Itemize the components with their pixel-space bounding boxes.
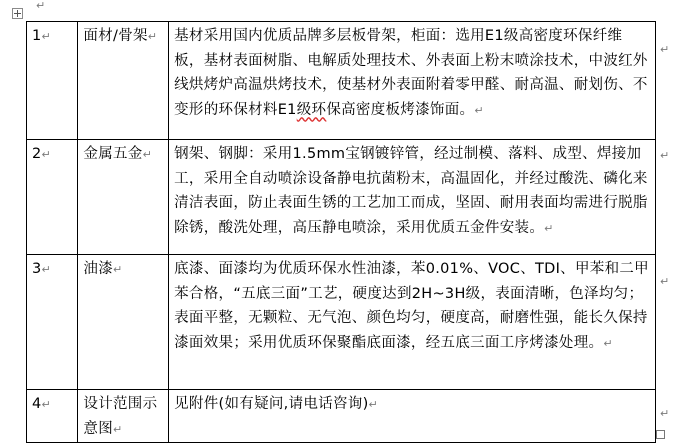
item-name: 设计范围示意图	[83, 396, 158, 437]
row-number: 1	[32, 28, 42, 44]
table-row	[27, 255, 656, 390]
cell-end-mark: ↵	[113, 263, 123, 276]
item-name: 金属五金	[83, 146, 143, 162]
cell-end-mark: ↵	[113, 422, 123, 436]
cell-end-mark: ↵	[41, 30, 52, 43]
item-name-cell[interactable]	[78, 140, 169, 255]
cell-end-mark: ↵	[474, 103, 484, 117]
cell-end-mark: ↵	[142, 148, 153, 161]
row-end-mark: ↵	[660, 149, 670, 162]
description-cell[interactable]	[169, 255, 656, 390]
spellcheck-flagged-text: 级环	[296, 101, 327, 118]
spec-table	[26, 21, 656, 443]
item-name-cell[interactable]	[78, 390, 169, 443]
item-name: 油漆	[83, 261, 114, 277]
cell-end-mark: ↵	[41, 148, 52, 161]
row-number: 4	[32, 396, 42, 412]
table-move-handle-icon[interactable]	[12, 8, 23, 19]
description-text: 保高密度板烤漆饰面。	[326, 101, 475, 118]
table-row	[27, 390, 656, 443]
description-text: 底漆、面漆均为优质环保水性油漆，苯0.01%、VOC、TDI、甲苯和二甲苯合格，“五底三面”工艺，硬度达到2H~3H级，表面清晰，色泽均匀；表面平整，无颗粒、无气泡、颜色均匀，硬度高，耐磨性强，能长久保持漆面效果；采用优质环保聚酯底面漆，经五底三面工序烤漆处理。	[174, 261, 649, 351]
cell-end-mark: ↵	[544, 221, 554, 235]
row-end-mark: ↵	[660, 43, 670, 56]
description-text: 见附件(如有疑问,请电话咨询)	[174, 396, 369, 412]
paragraph-mark: ↵	[36, 0, 46, 12]
item-name-cell[interactable]	[78, 255, 169, 390]
row-number-cell[interactable]	[27, 390, 78, 443]
cell-end-mark: ↵	[41, 398, 52, 411]
description-cell[interactable]	[169, 390, 656, 443]
row-number-cell[interactable]	[27, 140, 78, 255]
row-number-cell[interactable]	[27, 255, 78, 390]
cell-end-mark: ↵	[603, 336, 613, 350]
description-text: 基材采用国内优质品牌多层板骨架，柜面：选用E1级高密度环保纤维板，基材表面树脂、电解质处理技术、外表面上粉末喷涂技术，中波红外线烘烤炉高温烘烤技术，使基材外表面附着零甲醛、耐高温、耐划伤、不变形的环保材料E1	[174, 28, 648, 118]
cell-end-mark: ↵	[41, 263, 52, 276]
item-name: 面材/骨架	[83, 28, 148, 44]
cell-end-mark: ↵	[368, 398, 379, 411]
description-text: 钢架、钢脚：采用1.5mm宝钢镀锌管，经过制模、落料、成型、焊接加工，采用全自动喷涂设备静电抗菌粉末，高温固化，并经过酸洗、磷化来清洁表面，防止表面生锈的工艺加工而成，坚固、耐用表面均需进行脱脂除锈，酸洗处理，高压静电喷涂，采用优质五金件安装。	[174, 146, 648, 236]
row-end-mark: ↵	[660, 275, 670, 288]
item-name-cell[interactable]	[78, 22, 169, 140]
cell-end-mark: ↵	[147, 30, 158, 43]
table-row	[27, 22, 656, 140]
row-end-mark: ↵	[660, 407, 670, 420]
description-cell[interactable]	[169, 22, 656, 140]
row-number: 2	[32, 146, 42, 162]
table-resize-handle-icon[interactable]	[656, 430, 665, 439]
row-number-cell[interactable]	[27, 22, 78, 140]
row-number: 3	[32, 261, 42, 277]
table-row	[27, 140, 656, 255]
description-cell[interactable]	[169, 140, 656, 255]
